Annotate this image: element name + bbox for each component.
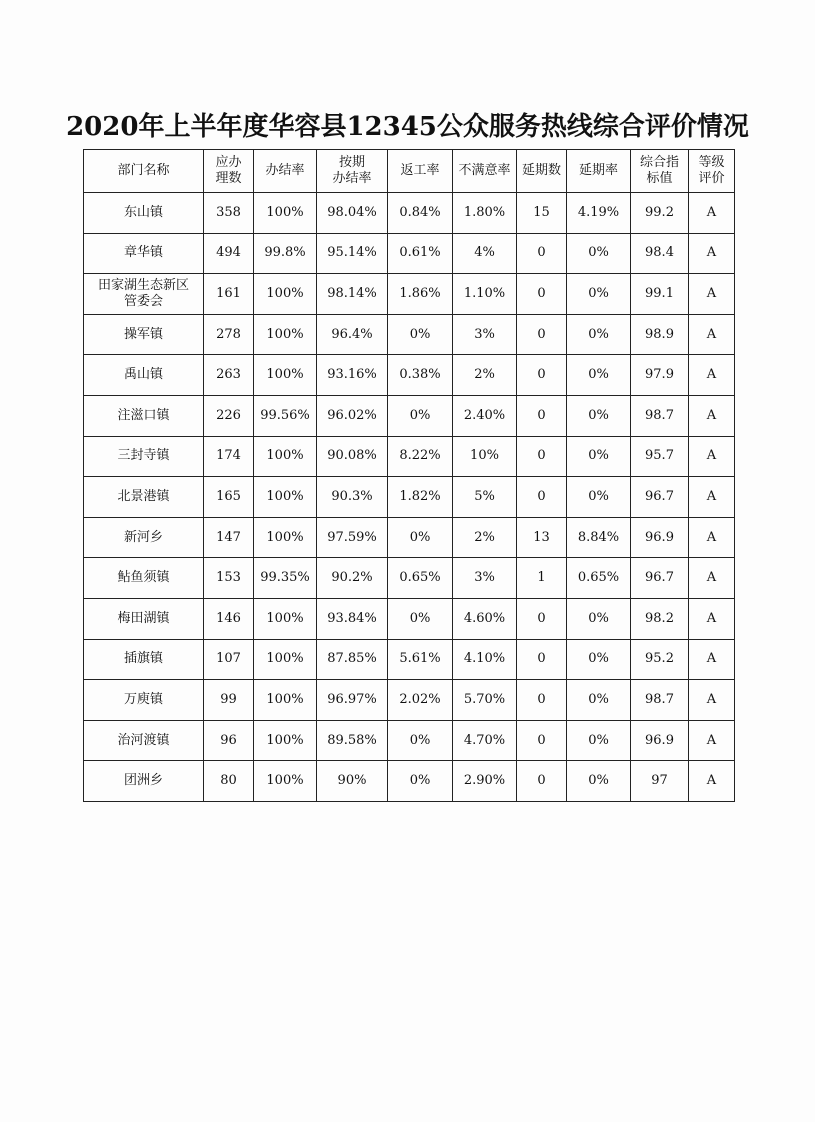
- table-cell: A: [689, 274, 735, 315]
- table-cell: A: [689, 436, 735, 477]
- column-header-label: 理数: [215, 171, 242, 186]
- table-cell: 5.61%: [388, 639, 453, 680]
- department-name-cell: [84, 274, 204, 315]
- table-cell: 0%: [567, 436, 631, 477]
- table-cell: 4.10%: [453, 639, 517, 680]
- department-name-cell: [84, 314, 204, 355]
- table-cell: 2.02%: [388, 680, 453, 721]
- table-cell: 100%: [254, 477, 317, 518]
- table-cell: 278: [204, 314, 254, 355]
- column-header-label: 标值: [646, 171, 673, 186]
- table-cell: 90.2%: [317, 558, 388, 599]
- table-cell: 4.19%: [567, 193, 631, 234]
- table-cell: 96.7: [631, 558, 689, 599]
- table-cell: 100%: [254, 355, 317, 396]
- department-name-cell: [84, 558, 204, 599]
- table-cell: 0%: [567, 598, 631, 639]
- table-cell: 1.80%: [453, 193, 517, 234]
- column-header-label: 延期率: [578, 163, 618, 178]
- table-cell: 4%: [453, 233, 517, 274]
- table-cell: 100%: [254, 761, 317, 802]
- table-cell: 96.7: [631, 477, 689, 518]
- table-cell: 0: [517, 355, 567, 396]
- table-cell: 153: [204, 558, 254, 599]
- department-name: 三封寺镇: [117, 448, 170, 464]
- table-cell: 2%: [453, 355, 517, 396]
- department-name: 治河渡镇: [117, 732, 170, 748]
- table-row: [84, 274, 735, 315]
- table-cell: 358: [204, 193, 254, 234]
- table-cell: 1.82%: [388, 477, 453, 518]
- table-cell: 97.9: [631, 355, 689, 396]
- table-cell: 0: [517, 395, 567, 436]
- table-row: [84, 680, 735, 721]
- table-cell: 5%: [453, 477, 517, 518]
- table-row: [84, 720, 735, 761]
- table-row: [84, 477, 735, 518]
- table-cell: 2%: [453, 517, 517, 558]
- department-name-cell: [84, 233, 204, 274]
- table-cell: 0%: [567, 233, 631, 274]
- table-cell: 0%: [567, 355, 631, 396]
- department-name-cell: [84, 761, 204, 802]
- table-cell: 0: [517, 720, 567, 761]
- table-cell: 13: [517, 517, 567, 558]
- table-cell: 98.7: [631, 680, 689, 721]
- table-cell: 100%: [254, 720, 317, 761]
- table-cell: 97.59%: [317, 517, 388, 558]
- table-cell: 1: [517, 558, 567, 599]
- table-cell: 99: [204, 680, 254, 721]
- table-cell: 95.14%: [317, 233, 388, 274]
- department-name-cell: [84, 720, 204, 761]
- department-name: 梅田湖镇: [117, 610, 170, 626]
- table-cell: 0%: [567, 639, 631, 680]
- table-cell: 0: [517, 598, 567, 639]
- table-cell: A: [689, 355, 735, 396]
- table-cell: 161: [204, 274, 254, 315]
- table-row: [84, 517, 735, 558]
- table-cell: 226: [204, 395, 254, 436]
- table-cell: A: [689, 395, 735, 436]
- department-name-cell: [84, 436, 204, 477]
- evaluation-table: [83, 149, 735, 802]
- department-name: 团洲乡: [123, 773, 163, 789]
- table-cell: 95.7: [631, 436, 689, 477]
- table-cell: 90.3%: [317, 477, 388, 518]
- table-cell: 93.84%: [317, 598, 388, 639]
- table-cell: 2.40%: [453, 395, 517, 436]
- table-cell: A: [689, 314, 735, 355]
- table-cell: 0.84%: [388, 193, 453, 234]
- table-cell: 147: [204, 517, 254, 558]
- column-header: [317, 150, 388, 193]
- table-cell: A: [689, 598, 735, 639]
- table-row: [84, 761, 735, 802]
- table-cell: 100%: [254, 517, 317, 558]
- column-header: [204, 150, 254, 193]
- table-cell: 100%: [254, 680, 317, 721]
- table-cell: 0: [517, 314, 567, 355]
- table-cell: 3%: [453, 314, 517, 355]
- department-name: 插旗镇: [123, 651, 163, 667]
- department-name-cell: [84, 639, 204, 680]
- table-cell: 0%: [388, 314, 453, 355]
- column-header-label: 综合指: [639, 155, 679, 170]
- table-cell: 98.9: [631, 314, 689, 355]
- department-name: 操军镇: [123, 326, 163, 342]
- table-cell: 8.22%: [388, 436, 453, 477]
- table-cell: 15: [517, 193, 567, 234]
- table-cell: 96.9: [631, 720, 689, 761]
- table-cell: 0%: [388, 761, 453, 802]
- department-name: 田家湖生态新区: [97, 277, 189, 293]
- column-header: [631, 150, 689, 193]
- table-cell: 100%: [254, 639, 317, 680]
- table-cell: 0.61%: [388, 233, 453, 274]
- department-name-cell: [84, 477, 204, 518]
- department-name: 东山镇: [123, 204, 163, 220]
- table-cell: 0%: [567, 761, 631, 802]
- table-cell: A: [689, 477, 735, 518]
- table-cell: A: [689, 558, 735, 599]
- table-cell: 90%: [317, 761, 388, 802]
- table-cell: 10%: [453, 436, 517, 477]
- department-name-cell: [84, 598, 204, 639]
- table-cell: 0%: [567, 720, 631, 761]
- table-cell: 0%: [567, 314, 631, 355]
- department-name-cell: [84, 193, 204, 234]
- column-header-label: 返工率: [400, 163, 440, 178]
- table-cell: 4.70%: [453, 720, 517, 761]
- table-cell: 0%: [567, 477, 631, 518]
- table-cell: 98.7: [631, 395, 689, 436]
- table-body: [84, 193, 735, 802]
- table-cell: 96: [204, 720, 254, 761]
- table-cell: 1.10%: [453, 274, 517, 315]
- table-row: [84, 598, 735, 639]
- table-cell: 99.2: [631, 193, 689, 234]
- table-cell: 4.60%: [453, 598, 517, 639]
- table-cell: 0: [517, 477, 567, 518]
- department-name: 注滋口镇: [117, 407, 170, 423]
- table-cell: A: [689, 193, 735, 234]
- column-header: [84, 150, 204, 193]
- table-cell: 0: [517, 233, 567, 274]
- table-cell: 99.35%: [254, 558, 317, 599]
- column-header-label: 办结率: [332, 171, 372, 186]
- table-row: [84, 436, 735, 477]
- department-name: 章华镇: [123, 245, 163, 261]
- table-row: [84, 233, 735, 274]
- table-cell: 98.04%: [317, 193, 388, 234]
- table-header: [84, 150, 735, 193]
- table-cell: 0: [517, 761, 567, 802]
- table-cell: 0: [517, 436, 567, 477]
- table-cell: 3%: [453, 558, 517, 599]
- department-name: 万庾镇: [123, 691, 163, 707]
- header-row: [84, 150, 735, 193]
- table-cell: 0%: [388, 517, 453, 558]
- table-cell: 95.2: [631, 639, 689, 680]
- table-cell: 96.9: [631, 517, 689, 558]
- department-name: 禹山镇: [123, 367, 163, 383]
- table-cell: 0%: [388, 720, 453, 761]
- table-cell: A: [689, 517, 735, 558]
- department-name-cell: [84, 680, 204, 721]
- table-cell: 5.70%: [453, 680, 517, 721]
- table-cell: 90.08%: [317, 436, 388, 477]
- table-cell: 97: [631, 761, 689, 802]
- table-row: [84, 193, 735, 234]
- table-cell: 2.90%: [453, 761, 517, 802]
- column-header-label: 部门名称: [117, 163, 170, 178]
- column-header: [567, 150, 631, 193]
- table-cell: 100%: [254, 193, 317, 234]
- department-name-cell: [84, 395, 204, 436]
- table-cell: A: [689, 233, 735, 274]
- table-cell: 87.85%: [317, 639, 388, 680]
- table-cell: 0: [517, 274, 567, 315]
- table-cell: 494: [204, 233, 254, 274]
- column-header: [453, 150, 517, 193]
- table-cell: 99.8%: [254, 233, 317, 274]
- table-cell: 0%: [567, 274, 631, 315]
- table-row: [84, 558, 735, 599]
- column-header: [388, 150, 453, 193]
- table-cell: 100%: [254, 436, 317, 477]
- table-cell: 263: [204, 355, 254, 396]
- table-cell: 93.16%: [317, 355, 388, 396]
- column-header-label: 办结率: [265, 163, 305, 178]
- table-cell: 96.97%: [317, 680, 388, 721]
- department-name: 北景港镇: [117, 488, 170, 504]
- table-cell: 0%: [388, 598, 453, 639]
- table-cell: 99.56%: [254, 395, 317, 436]
- table-cell: 0%: [567, 680, 631, 721]
- table-cell: 0: [517, 680, 567, 721]
- column-header-label: 延期数: [521, 163, 561, 178]
- column-header: [254, 150, 317, 193]
- department-name-cell: [84, 355, 204, 396]
- table-cell: 98.14%: [317, 274, 388, 315]
- table-cell: 1.86%: [388, 274, 453, 315]
- department-name: 鲇鱼须镇: [117, 570, 170, 586]
- column-header-label: 不满意率: [458, 163, 511, 178]
- table-cell: 0%: [388, 395, 453, 436]
- table-row: [84, 639, 735, 680]
- table-cell: 0: [517, 639, 567, 680]
- column-header-label: 按期: [338, 155, 365, 170]
- table-cell: 100%: [254, 274, 317, 315]
- table-cell: 0.38%: [388, 355, 453, 396]
- table-cell: 89.58%: [317, 720, 388, 761]
- table-cell: 0.65%: [388, 558, 453, 599]
- table-cell: A: [689, 720, 735, 761]
- table-row: [84, 355, 735, 396]
- table-cell: 99.1: [631, 274, 689, 315]
- table-cell: 8.84%: [567, 517, 631, 558]
- table-cell: A: [689, 639, 735, 680]
- table-cell: 0.65%: [567, 558, 631, 599]
- table-cell: A: [689, 680, 735, 721]
- table-cell: 100%: [254, 314, 317, 355]
- table-cell: 107: [204, 639, 254, 680]
- table-cell: A: [689, 761, 735, 802]
- column-header: [517, 150, 567, 193]
- table-cell: 96.02%: [317, 395, 388, 436]
- department-name: 管委会: [123, 293, 163, 309]
- table-cell: 0%: [567, 395, 631, 436]
- department-name-cell: [84, 517, 204, 558]
- table-cell: 96.4%: [317, 314, 388, 355]
- table-cell: 100%: [254, 598, 317, 639]
- table-row: [84, 314, 735, 355]
- page-title: 2020年上半年度华容县12345公众服务热线综合评价情况: [66, 112, 749, 142]
- column-header-label: 等级: [698, 155, 725, 170]
- column-header-label: 评价: [698, 171, 725, 186]
- table-cell: 165: [204, 477, 254, 518]
- column-header-label: 应办: [215, 155, 242, 170]
- column-header: [689, 150, 735, 193]
- table-cell: 146: [204, 598, 254, 639]
- table-row: [84, 395, 735, 436]
- table-cell: 98.2: [631, 598, 689, 639]
- table-cell: 80: [204, 761, 254, 802]
- table-cell: 98.4: [631, 233, 689, 274]
- table-cell: 174: [204, 436, 254, 477]
- department-name: 新河乡: [123, 529, 163, 545]
